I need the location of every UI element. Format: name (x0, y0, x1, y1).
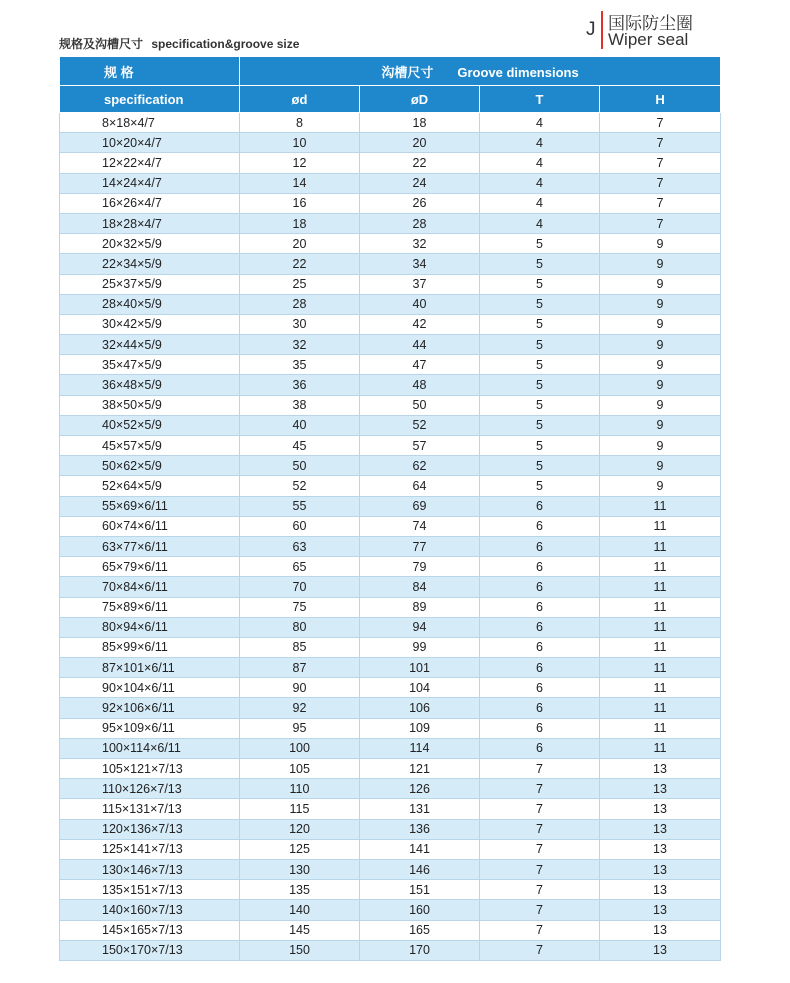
cell-d-small: 12 (240, 153, 360, 173)
cell-t: 4 (480, 193, 600, 213)
table-row (60, 294, 721, 314)
cell-t: 6 (480, 577, 600, 597)
cell-h: 11 (600, 658, 721, 678)
spec-table (59, 56, 721, 961)
table-row (60, 839, 721, 859)
cell-t: 7 (480, 920, 600, 940)
table-row (60, 718, 721, 738)
cell-h: 11 (600, 496, 721, 516)
cell-spec: 45×57×5/9 (60, 436, 240, 456)
cell-d-large: 48 (360, 375, 480, 395)
cell-h: 13 (600, 859, 721, 879)
cell-h: 11 (600, 738, 721, 758)
cell-spec: 14×24×4/7 (60, 173, 240, 193)
table-caption (59, 35, 299, 52)
cell-t: 5 (480, 375, 600, 395)
cell-d-large: 151 (360, 880, 480, 900)
cell-d-large: 26 (360, 193, 480, 213)
cell-d-large: 24 (360, 173, 480, 193)
cell-d-small: 16 (240, 193, 360, 213)
table-row (60, 658, 721, 678)
cell-t: 5 (480, 314, 600, 334)
cell-t: 6 (480, 637, 600, 657)
cell-d-small: 20 (240, 234, 360, 254)
cell-d-large: 136 (360, 819, 480, 839)
cell-d-small: 32 (240, 335, 360, 355)
table-row (60, 617, 721, 637)
cell-t: 6 (480, 516, 600, 536)
cell-d-small: 36 (240, 375, 360, 395)
table-row (60, 213, 721, 233)
cell-d-small: 25 (240, 274, 360, 294)
cell-h: 13 (600, 759, 721, 779)
cell-h: 9 (600, 294, 721, 314)
cell-h: 13 (600, 940, 721, 960)
cell-spec: 22×34×5/9 (60, 254, 240, 274)
cell-spec: 100×114×6/11 (60, 738, 240, 758)
brand-title-cn: 国际防尘圈 (608, 14, 693, 33)
cell-d-large: 99 (360, 637, 480, 657)
cell-d-small: 150 (240, 940, 360, 960)
cell-h: 9 (600, 254, 721, 274)
cell-t: 5 (480, 415, 600, 435)
cell-d-large: 20 (360, 133, 480, 153)
cell-d-small: 35 (240, 355, 360, 375)
cell-t: 4 (480, 153, 600, 173)
cell-h: 7 (600, 193, 721, 213)
cell-d-large: 106 (360, 698, 480, 718)
header-spec-en: specification (60, 86, 240, 113)
cell-d-large: 44 (360, 335, 480, 355)
cell-spec: 52×64×5/9 (60, 476, 240, 496)
cell-d-large: 109 (360, 718, 480, 738)
cell-d-large: 28 (360, 213, 480, 233)
table-row (60, 314, 721, 334)
cell-d-large: 69 (360, 496, 480, 516)
cell-d-large: 52 (360, 415, 480, 435)
cell-t: 5 (480, 234, 600, 254)
table-row (60, 335, 721, 355)
cell-spec: 20×32×5/9 (60, 234, 240, 254)
cell-spec: 150×170×7/13 (60, 940, 240, 960)
cell-spec: 110×126×7/13 (60, 779, 240, 799)
table-row (60, 940, 721, 960)
cell-spec: 40×52×5/9 (60, 415, 240, 435)
cell-d-large: 146 (360, 859, 480, 879)
cell-d-large: 22 (360, 153, 480, 173)
cell-d-small: 110 (240, 779, 360, 799)
cell-d-large: 160 (360, 900, 480, 920)
table-row (60, 113, 721, 133)
cell-h: 7 (600, 133, 721, 153)
cell-d-large: 165 (360, 920, 480, 940)
cell-t: 6 (480, 718, 600, 738)
table-row (60, 254, 721, 274)
cell-d-large: 50 (360, 395, 480, 415)
cell-d-small: 60 (240, 516, 360, 536)
table-row (60, 900, 721, 920)
cell-h: 11 (600, 698, 721, 718)
cell-spec: 105×121×7/13 (60, 759, 240, 779)
table-row (60, 415, 721, 435)
cell-h: 13 (600, 880, 721, 900)
table-row (60, 819, 721, 839)
cell-t: 6 (480, 597, 600, 617)
cell-h: 7 (600, 153, 721, 173)
table-row (60, 456, 721, 476)
cell-d-large: 121 (360, 759, 480, 779)
table-row (60, 375, 721, 395)
cell-h: 11 (600, 557, 721, 577)
cell-h: 9 (600, 234, 721, 254)
cell-t: 7 (480, 859, 600, 879)
cell-spec: 87×101×6/11 (60, 658, 240, 678)
cell-spec: 60×74×6/11 (60, 516, 240, 536)
cell-h: 11 (600, 678, 721, 698)
cell-d-small: 90 (240, 678, 360, 698)
cell-h: 11 (600, 536, 721, 556)
cell-spec: 70×84×6/11 (60, 577, 240, 597)
brand-divider (601, 11, 603, 49)
cell-d-small: 125 (240, 839, 360, 859)
cell-h: 11 (600, 516, 721, 536)
table-row (60, 234, 721, 254)
cell-t: 7 (480, 940, 600, 960)
cell-d-large: 101 (360, 658, 480, 678)
cell-t: 4 (480, 113, 600, 133)
cell-d-large: 77 (360, 536, 480, 556)
cell-h: 9 (600, 415, 721, 435)
table-row (60, 557, 721, 577)
table-row (60, 496, 721, 516)
table-row (60, 153, 721, 173)
cell-d-small: 22 (240, 254, 360, 274)
header-col-h: H (600, 86, 721, 113)
caption-en: specification&groove size (151, 37, 300, 51)
cell-h: 11 (600, 577, 721, 597)
brand-title-en: Wiper seal (608, 30, 689, 49)
cell-d-large: 131 (360, 799, 480, 819)
cell-spec: 12×22×4/7 (60, 153, 240, 173)
caption-cn: 规格及沟槽尺寸 (59, 37, 144, 51)
cell-d-large: 104 (360, 678, 480, 698)
cell-d-small: 45 (240, 436, 360, 456)
cell-h: 11 (600, 718, 721, 738)
cell-h: 11 (600, 597, 721, 617)
cell-d-large: 79 (360, 557, 480, 577)
cell-d-large: 84 (360, 577, 480, 597)
cell-t: 4 (480, 213, 600, 233)
cell-d-large: 94 (360, 617, 480, 637)
table-row (60, 476, 721, 496)
cell-spec: 75×89×6/11 (60, 597, 240, 617)
cell-d-large: 40 (360, 294, 480, 314)
cell-d-small: 63 (240, 536, 360, 556)
cell-t: 6 (480, 496, 600, 516)
cell-t: 7 (480, 799, 600, 819)
cell-t: 4 (480, 133, 600, 153)
cell-d-large: 47 (360, 355, 480, 375)
cell-d-small: 55 (240, 496, 360, 516)
cell-spec: 85×99×6/11 (60, 637, 240, 657)
cell-d-large: 62 (360, 456, 480, 476)
cell-h: 9 (600, 314, 721, 334)
cell-d-large: 114 (360, 738, 480, 758)
cell-d-small: 28 (240, 294, 360, 314)
table-row (60, 880, 721, 900)
cell-t: 7 (480, 819, 600, 839)
header-col-d-large: øD (360, 86, 480, 113)
cell-spec: 18×28×4/7 (60, 213, 240, 233)
cell-d-small: 38 (240, 395, 360, 415)
cell-spec: 32×44×5/9 (60, 335, 240, 355)
cell-t: 5 (480, 335, 600, 355)
cell-t: 6 (480, 536, 600, 556)
table-row (60, 133, 721, 153)
cell-spec: 50×62×5/9 (60, 456, 240, 476)
header-groove (240, 57, 721, 86)
table-row (60, 395, 721, 415)
table-body (60, 113, 721, 961)
table-row (60, 759, 721, 779)
cell-d-small: 50 (240, 456, 360, 476)
cell-spec: 55×69×6/11 (60, 496, 240, 516)
table-row (60, 536, 721, 556)
table-row (60, 738, 721, 758)
cell-d-large: 141 (360, 839, 480, 859)
table-row (60, 577, 721, 597)
cell-h: 7 (600, 113, 721, 133)
cell-spec: 63×77×6/11 (60, 536, 240, 556)
cell-d-small: 30 (240, 314, 360, 334)
cell-h: 13 (600, 819, 721, 839)
cell-d-small: 95 (240, 718, 360, 738)
cell-d-small: 14 (240, 173, 360, 193)
header-col-d-small: ød (240, 86, 360, 113)
cell-d-small: 87 (240, 658, 360, 678)
table-row (60, 516, 721, 536)
cell-h: 9 (600, 335, 721, 355)
cell-d-large: 37 (360, 274, 480, 294)
cell-h: 7 (600, 213, 721, 233)
cell-d-small: 75 (240, 597, 360, 617)
cell-d-small: 140 (240, 900, 360, 920)
cell-t: 6 (480, 678, 600, 698)
header-groove-cn: 沟槽尺寸 (381, 64, 434, 80)
cell-h: 9 (600, 456, 721, 476)
cell-d-small: 120 (240, 819, 360, 839)
cell-spec: 90×104×6/11 (60, 678, 240, 698)
table-row (60, 637, 721, 657)
cell-d-small: 92 (240, 698, 360, 718)
cell-spec: 95×109×6/11 (60, 718, 240, 738)
cell-d-large: 34 (360, 254, 480, 274)
table-row (60, 799, 721, 819)
cell-h: 9 (600, 476, 721, 496)
cell-spec: 125×141×7/13 (60, 839, 240, 859)
cell-t: 5 (480, 294, 600, 314)
cell-t: 5 (480, 355, 600, 375)
cell-spec: 145×165×7/13 (60, 920, 240, 940)
cell-d-large: 18 (360, 113, 480, 133)
cell-t: 6 (480, 658, 600, 678)
cell-h: 9 (600, 355, 721, 375)
cell-d-large: 57 (360, 436, 480, 456)
cell-spec: 8×18×4/7 (60, 113, 240, 133)
cell-h: 13 (600, 900, 721, 920)
cell-d-small: 145 (240, 920, 360, 940)
cell-t: 4 (480, 173, 600, 193)
cell-spec: 28×40×5/9 (60, 294, 240, 314)
table-row (60, 859, 721, 879)
cell-t: 7 (480, 839, 600, 859)
cell-spec: 115×131×7/13 (60, 799, 240, 819)
cell-h: 13 (600, 779, 721, 799)
table-row (60, 355, 721, 375)
cell-d-small: 85 (240, 637, 360, 657)
cell-d-large: 64 (360, 476, 480, 496)
cell-d-small: 70 (240, 577, 360, 597)
cell-spec: 120×136×7/13 (60, 819, 240, 839)
cell-t: 5 (480, 476, 600, 496)
cell-t: 7 (480, 779, 600, 799)
cell-spec: 130×146×7/13 (60, 859, 240, 879)
header-col-t: T (480, 86, 600, 113)
cell-spec: 30×42×5/9 (60, 314, 240, 334)
header-spec-cn: 规 格 (60, 57, 240, 86)
cell-t: 5 (480, 436, 600, 456)
cell-h: 13 (600, 839, 721, 859)
brand-letter: J (586, 19, 596, 40)
cell-h: 11 (600, 637, 721, 657)
cell-spec: 65×79×6/11 (60, 557, 240, 577)
cell-d-large: 89 (360, 597, 480, 617)
cell-t: 7 (480, 759, 600, 779)
cell-d-small: 80 (240, 617, 360, 637)
cell-d-large: 170 (360, 940, 480, 960)
cell-h: 9 (600, 274, 721, 294)
cell-t: 5 (480, 456, 600, 476)
table-row (60, 597, 721, 617)
table-row (60, 678, 721, 698)
table-row (60, 173, 721, 193)
cell-d-small: 105 (240, 759, 360, 779)
cell-h: 7 (600, 173, 721, 193)
cell-d-large: 126 (360, 779, 480, 799)
cell-spec: 92×106×6/11 (60, 698, 240, 718)
cell-t: 5 (480, 274, 600, 294)
table-row (60, 436, 721, 456)
table-row (60, 698, 721, 718)
header-groove-en: Groove dimensions (457, 64, 579, 80)
cell-d-small: 18 (240, 213, 360, 233)
cell-d-small: 52 (240, 476, 360, 496)
cell-spec: 10×20×4/7 (60, 133, 240, 153)
cell-h: 9 (600, 375, 721, 395)
cell-h: 13 (600, 920, 721, 940)
table-row (60, 779, 721, 799)
cell-t: 7 (480, 900, 600, 920)
cell-t: 5 (480, 395, 600, 415)
cell-d-small: 130 (240, 859, 360, 879)
cell-d-small: 65 (240, 557, 360, 577)
cell-spec: 135×151×7/13 (60, 880, 240, 900)
cell-t: 6 (480, 698, 600, 718)
cell-spec: 80×94×6/11 (60, 617, 240, 637)
cell-h: 11 (600, 617, 721, 637)
cell-t: 5 (480, 254, 600, 274)
cell-spec: 36×48×5/9 (60, 375, 240, 395)
cell-d-small: 135 (240, 880, 360, 900)
cell-h: 9 (600, 395, 721, 415)
cell-d-large: 42 (360, 314, 480, 334)
cell-t: 6 (480, 557, 600, 577)
cell-t: 7 (480, 880, 600, 900)
table-row (60, 193, 721, 213)
cell-h: 13 (600, 799, 721, 819)
cell-d-small: 100 (240, 738, 360, 758)
cell-h: 9 (600, 436, 721, 456)
cell-d-small: 115 (240, 799, 360, 819)
cell-d-small: 10 (240, 133, 360, 153)
cell-spec: 38×50×5/9 (60, 395, 240, 415)
cell-spec: 140×160×7/13 (60, 900, 240, 920)
table-row (60, 920, 721, 940)
cell-t: 6 (480, 738, 600, 758)
cell-t: 6 (480, 617, 600, 637)
cell-d-large: 32 (360, 234, 480, 254)
cell-spec: 35×47×5/9 (60, 355, 240, 375)
cell-spec: 25×37×5/9 (60, 274, 240, 294)
cell-d-small: 8 (240, 113, 360, 133)
cell-d-large: 74 (360, 516, 480, 536)
cell-d-small: 40 (240, 415, 360, 435)
table-row (60, 274, 721, 294)
cell-spec: 16×26×4/7 (60, 193, 240, 213)
